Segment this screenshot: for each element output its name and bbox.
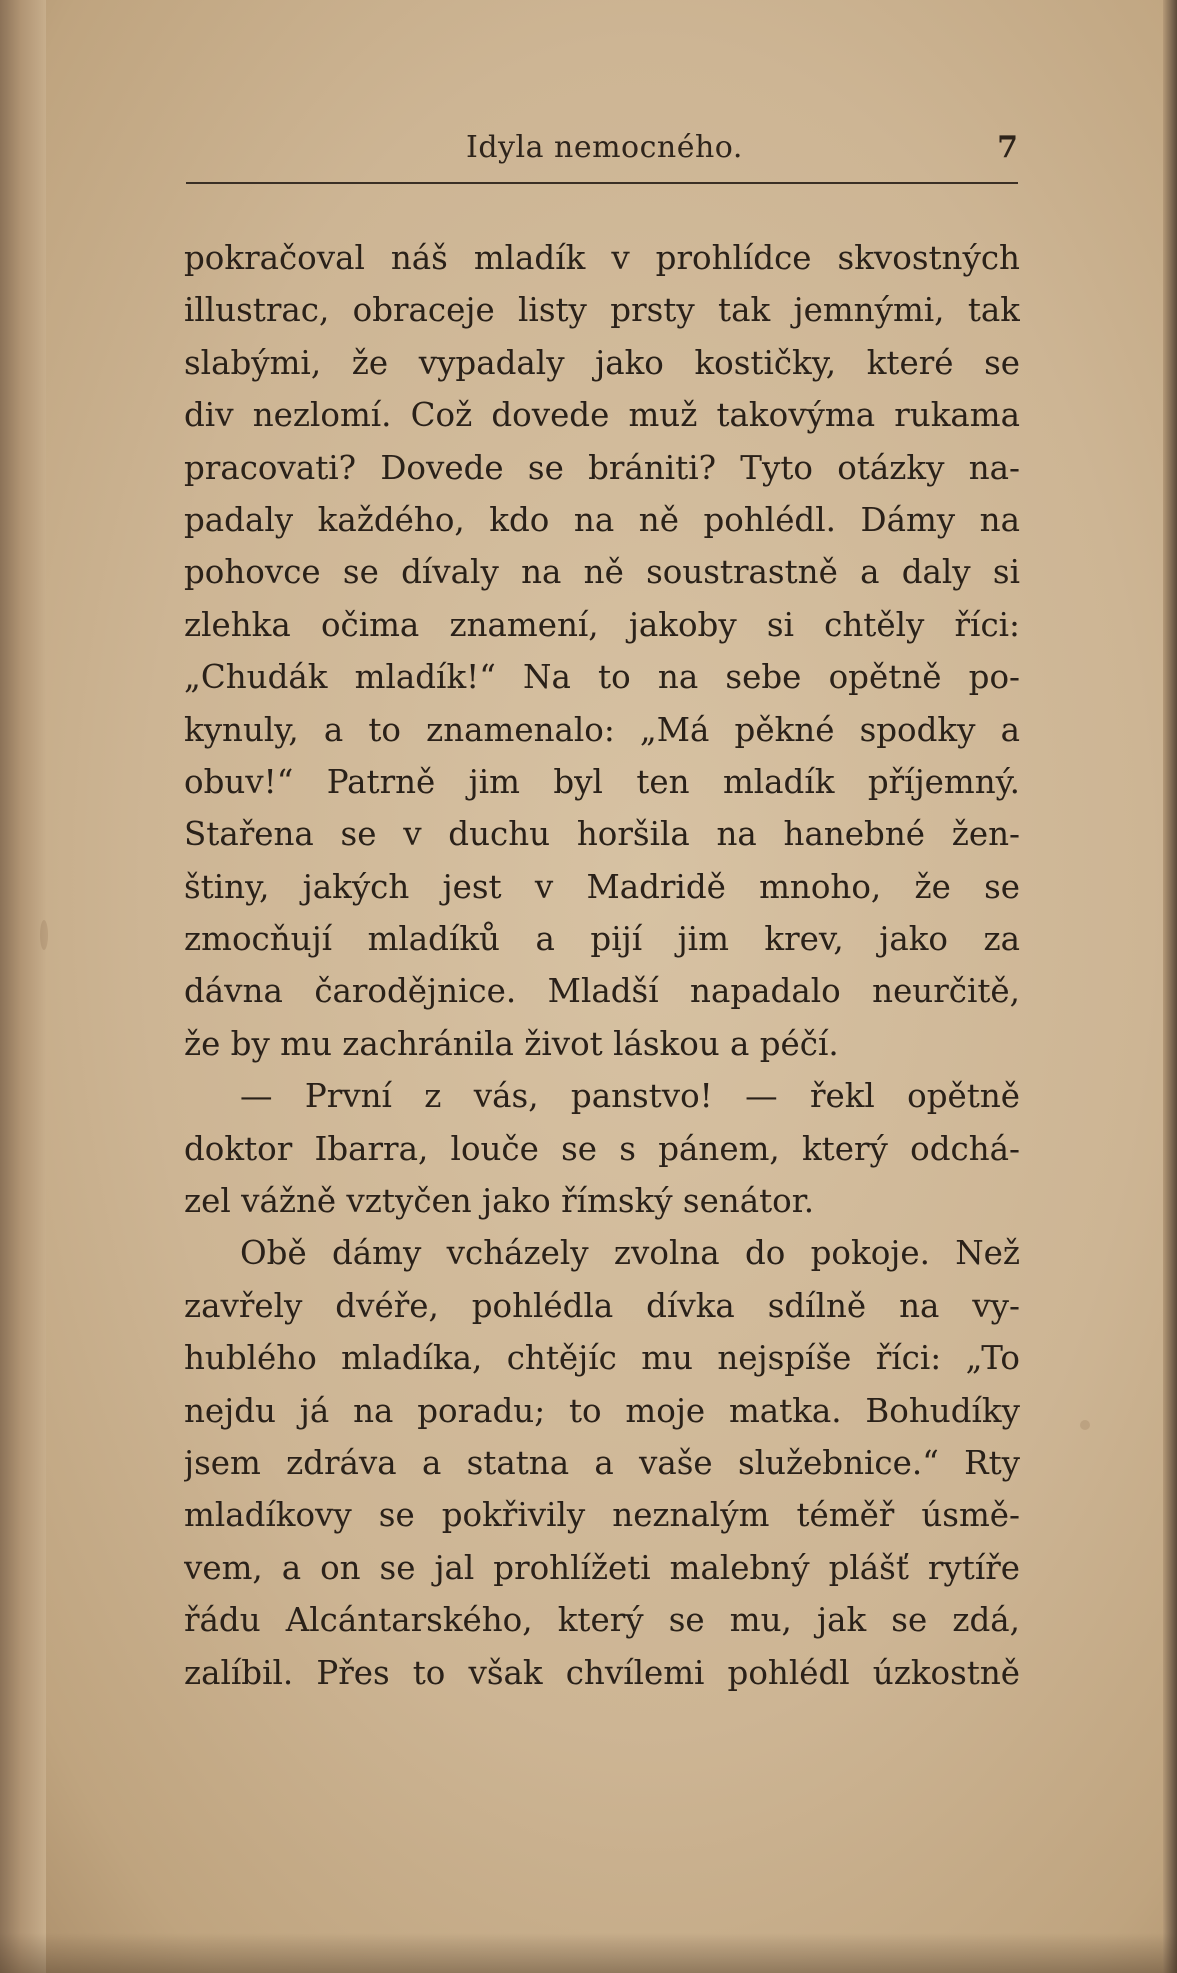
text-line: štiny, jakých jest v Madridě mnoho, že se: [184, 867, 1020, 906]
text-line: Stařena se v duchu horšila na hanebné žen-: [184, 815, 1020, 854]
text-line: pokračoval náš mladík v prohlídce skvostných: [184, 239, 1020, 277]
text-line: — První z vás, panstvo! — řekl opětně: [240, 1077, 1020, 1116]
text-line: jsem zdráva a statna a vaše služebnice.“ Rty: [184, 1443, 1020, 1482]
page-bottom-shadow: [0, 1933, 1177, 1973]
page-number: 7: [997, 130, 1018, 165]
header-rule: [186, 182, 1018, 184]
text-line: kynuly, a to znamenalo: „Má pěkné spodky a: [184, 710, 1020, 749]
text-line: illustrac, obraceje listy prsty tak jemnými, tak: [184, 291, 1020, 330]
text-line: pracovati? Dovede se brániti? Tyto otázky na-: [184, 448, 1020, 487]
paper-stain: [40, 920, 48, 950]
text-line: že by mu zachránila život láskou a péčí.: [184, 1024, 839, 1063]
text-line: hublého mladíka, chtějíc mu nejspíše říci: „To: [184, 1339, 1020, 1378]
page-edge-shadow: [1163, 0, 1177, 1973]
text-line: zmocňují mladíků a pijí jim krev, jako za: [184, 920, 1020, 959]
text-line: „Chudák mladík!“ Na to na sebe opětně po-: [184, 658, 1020, 697]
text-line: Obě dámy vcházely zvolna do pokoje. Než: [240, 1234, 1020, 1273]
text-line: div nezlomí. Což dovede muž takovýma rukama: [184, 396, 1020, 435]
text-line: vem, a on se jal prohlížeti malebný plášť rytíře: [184, 1548, 1020, 1587]
text-line: pohovce se dívaly na ně soustrastně a daly si: [184, 553, 1020, 592]
text-line: řádu Alcántarského, který se mu, jak se zdá,: [184, 1601, 1020, 1640]
text-line: zlehka očima znamení, jakoby si chtěly říci:: [184, 605, 1020, 644]
text-line: nejdu já na poradu; to moje matka. Bohudíky: [184, 1391, 1020, 1430]
page-gutter: [0, 0, 46, 1973]
text-line: zalíbil. Přes to však chvílemi pohlédl úzkostně: [184, 1653, 1020, 1692]
text-line: dávna čarodějnice. Mladší napadalo neurčitě,: [184, 972, 1020, 1011]
text-line: zavřely dvéře, pohlédla dívka sdílně na vy-: [184, 1286, 1020, 1325]
text-line: slabými, že vypadaly jako kostičky, které se: [184, 343, 1020, 382]
running-header: [186, 130, 1018, 170]
text-line: zel vážně vztyčen jako římský senátor.: [184, 1182, 815, 1221]
running-title: Idyla nemocného.: [466, 130, 743, 165]
body-text: [184, 232, 1020, 1699]
text-line: mladíkovy se pokřivily neznalým téměř úsmě-: [184, 1496, 1020, 1535]
text-line: obuv!“ Patrně jim byl ten mladík příjemný.: [184, 762, 1020, 801]
paper-stain: [1080, 1420, 1090, 1430]
text-line: padaly každého, kdo na ně pohlédl. Dámy na: [184, 500, 1020, 539]
text-line: doktor Ibarra, louče se s pánem, který odchá-: [184, 1129, 1020, 1168]
